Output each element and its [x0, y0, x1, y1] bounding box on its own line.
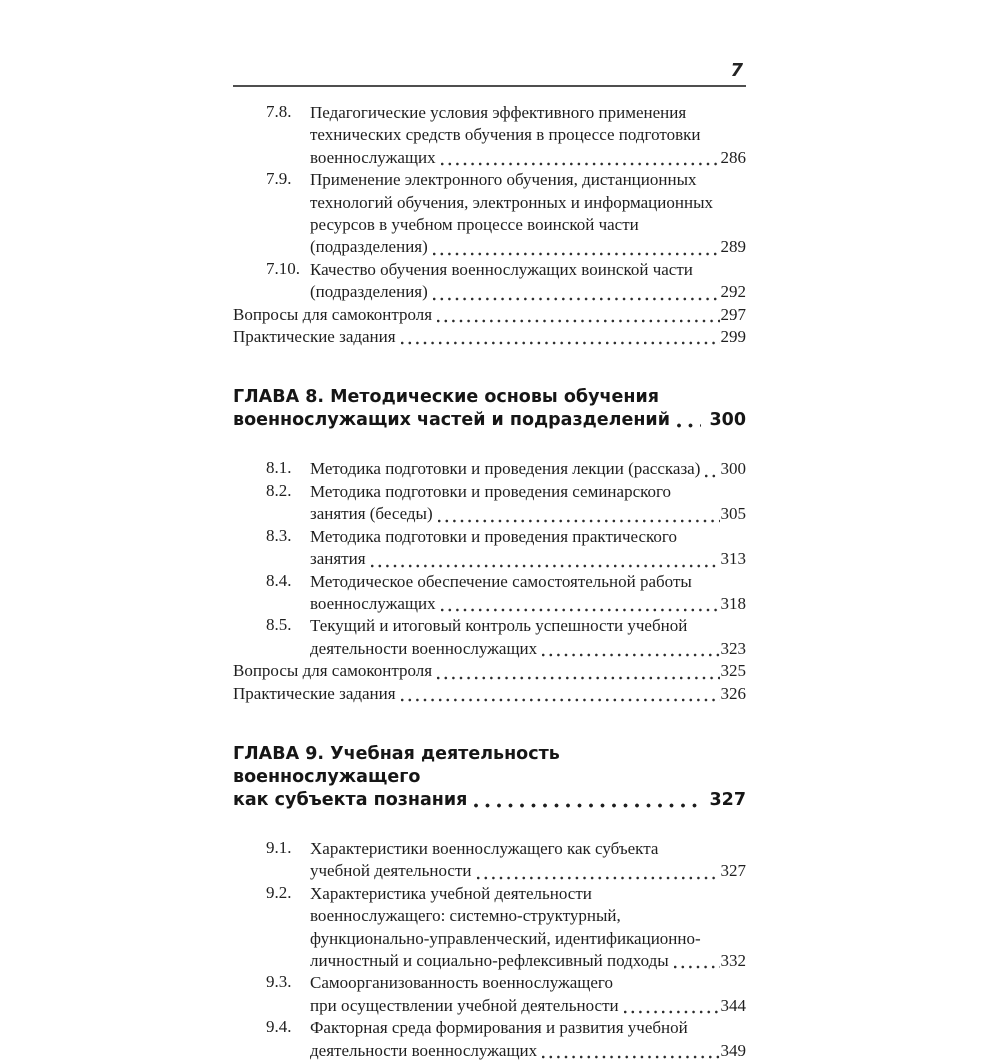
- entry-text: Применение электронного обучения, дистанционных: [310, 170, 697, 190]
- entry-number: 7.9.: [266, 169, 292, 189]
- entry-number: 9.2.: [266, 882, 292, 902]
- page-ref: 300: [720, 459, 746, 479]
- entry-text: Методика подготовки и проведения семинарского: [310, 481, 672, 501]
- entry-line: [310, 883, 746, 905]
- page-number: 7: [730, 60, 743, 81]
- page-header: [233, 60, 746, 87]
- entry-line: [233, 386, 746, 409]
- entry-number: 8.1.: [266, 458, 292, 478]
- entry-number: 8.3.: [266, 525, 292, 545]
- dot-leader: [700, 458, 720, 480]
- entry-text: деятельности военнослужащих: [310, 1040, 538, 1060]
- entry-lines: [233, 683, 746, 705]
- entry-line: [233, 789, 746, 812]
- page-ref: 332: [720, 950, 746, 970]
- entry-text: (подразделения): [310, 237, 428, 257]
- page-ref: 299: [720, 327, 746, 347]
- page-ref: 344: [720, 995, 746, 1015]
- entry-lines: [310, 1017, 746, 1062]
- dot-leader: [619, 995, 721, 1017]
- entry-lines: [233, 743, 746, 812]
- entry-number: 8.5.: [266, 615, 292, 635]
- entry-text: технических средств обучения в процессе подготовки: [310, 125, 701, 145]
- entry-lines: [310, 102, 746, 169]
- page-ref: 325: [720, 661, 746, 681]
- toc-aux-entry: [233, 326, 746, 348]
- page-ref: 286: [720, 147, 746, 167]
- entry-lines: [310, 259, 746, 304]
- dot-leader: [432, 304, 720, 326]
- entry-lines: [310, 883, 746, 973]
- dot-leader: [436, 147, 721, 169]
- entry-text: военнослужащего: системно-структурный,: [310, 906, 621, 926]
- dot-leader: [537, 1040, 720, 1062]
- entry-number: 9.3.: [266, 972, 292, 992]
- toc-aux-entry: [233, 683, 746, 705]
- entry-text: технологий обучения, электронных и информационных: [310, 192, 713, 212]
- entry-lines: [310, 972, 746, 1017]
- entry-text: военнослужащих частей и подразделений: [233, 410, 670, 431]
- entry-line: [310, 860, 746, 882]
- entry-line: [233, 743, 746, 789]
- toc: [233, 87, 746, 1062]
- page-ref: 300: [709, 410, 746, 431]
- toc-entry: [233, 1017, 746, 1062]
- entry-text: функционально-управленческий, идентификационно-: [310, 928, 701, 948]
- toc-entry: [233, 838, 746, 883]
- entry-line: [310, 481, 746, 503]
- dot-leader: [428, 281, 721, 303]
- toc-entry: [233, 571, 746, 616]
- entry-line: [310, 905, 746, 927]
- page-ref: 326: [720, 683, 746, 703]
- entry-line: [310, 972, 746, 994]
- entry-number: 9.1.: [266, 837, 292, 857]
- entry-number: 9.4.: [266, 1017, 292, 1037]
- entry-text: деятельности военнослужащих: [310, 638, 538, 658]
- toc-aux-entry: [233, 660, 746, 682]
- toc-entry: [233, 259, 746, 304]
- entry-line: [310, 950, 746, 972]
- dot-leader: [433, 503, 721, 525]
- entry-line: [310, 214, 746, 236]
- entry-text: учебной деятельности: [310, 861, 472, 881]
- entry-text: занятия: [310, 549, 366, 569]
- toc-chapter-heading: [233, 386, 746, 432]
- entry-number: 8.4.: [266, 570, 292, 590]
- entry-line: [233, 660, 746, 682]
- entry-line: [310, 102, 746, 124]
- entry-line: [310, 281, 746, 303]
- entry-text: (подразделения): [310, 282, 428, 302]
- toc-entry: [233, 481, 746, 526]
- entry-text: Практические задания: [233, 683, 396, 703]
- entry-text: военнослужащих: [310, 147, 436, 167]
- entry-line: [310, 147, 746, 169]
- entry-text: при осуществлении учебной деятельности: [310, 995, 619, 1015]
- entry-text: занятия (беседы): [310, 504, 433, 524]
- entry-text: Характеристика учебной деятельности: [310, 883, 592, 903]
- entry-text: Педагогические условия эффективного применения: [310, 103, 687, 122]
- dot-leader: [467, 789, 705, 812]
- toc-aux-entry: [233, 304, 746, 326]
- entry-line: [310, 638, 746, 660]
- toc-entry: [233, 615, 746, 660]
- entry-line: [310, 593, 746, 615]
- page-ref: 318: [720, 593, 746, 613]
- toc-entry: [233, 972, 746, 1017]
- entry-lines: [310, 571, 746, 616]
- entry-lines: [310, 169, 746, 259]
- entry-line: [310, 526, 746, 548]
- entry-line: [310, 548, 746, 570]
- entry-text: личностный и социально-рефлексивный подходы: [310, 950, 669, 970]
- entry-lines: [233, 660, 746, 682]
- dot-leader: [432, 660, 720, 682]
- entry-line: [233, 304, 746, 326]
- dot-leader: [472, 860, 721, 882]
- entry-line: [310, 169, 746, 191]
- entry-text: ГЛАВА 8. Методические основы обучения: [233, 387, 659, 408]
- page-ref: 305: [720, 504, 746, 524]
- page-ref: 297: [720, 304, 746, 324]
- entry-line: [310, 1040, 746, 1062]
- entry-text: Факторная среда формирования и развития учебной: [310, 1018, 688, 1038]
- entry-text: ГЛАВА 9. Учебная деятельность военнослужащего: [233, 743, 560, 787]
- entry-line: [310, 259, 746, 281]
- dot-leader: [670, 409, 706, 432]
- entry-line: [310, 503, 746, 525]
- entry-text: Вопросы для самоконтроля: [233, 304, 433, 324]
- entry-text: Методическое обеспечение самостоятельной работы: [310, 571, 692, 591]
- entry-number: 7.8.: [266, 102, 292, 121]
- toc-entry: [233, 526, 746, 571]
- dot-leader: [436, 593, 721, 615]
- dot-leader: [366, 548, 721, 570]
- entry-lines: [310, 615, 746, 660]
- entry-line: [233, 409, 746, 432]
- entry-line: [310, 458, 746, 480]
- page-ref: 327: [720, 861, 746, 881]
- entry-text: ресурсов в учебном процессе воинской части: [310, 215, 639, 235]
- entry-text: Методика подготовки и проведения лекции (рассказа): [310, 459, 701, 479]
- entry-text: как субъекта познания: [233, 789, 468, 810]
- entry-text: Характеристики военнослужащего как субъекта: [310, 838, 659, 858]
- entry-line: [310, 124, 746, 146]
- page-ref: 327: [709, 789, 746, 810]
- entry-line: [233, 326, 746, 348]
- entry-line: [310, 192, 746, 214]
- entry-lines: [310, 526, 746, 571]
- entry-text: Самоорганизованность военнослужащего: [310, 973, 613, 993]
- toc-entry: [233, 883, 746, 973]
- page-content: [233, 60, 746, 1062]
- entry-text: Вопросы для самоконтроля: [233, 661, 433, 681]
- entry-line: [310, 615, 746, 637]
- toc-entry: [233, 458, 746, 480]
- dot-leader: [428, 236, 721, 258]
- entry-text: Методика подготовки и проведения практического: [310, 526, 677, 546]
- page-ref: 292: [720, 282, 746, 302]
- entry-line: [310, 1017, 746, 1039]
- entry-lines: [233, 304, 746, 326]
- entry-text: военнослужащих: [310, 593, 436, 613]
- entry-line: [233, 683, 746, 705]
- entry-number: 7.10.: [266, 258, 300, 278]
- page-ref: 323: [720, 638, 746, 658]
- entry-line: [310, 838, 746, 860]
- entry-number: 8.2.: [266, 480, 292, 500]
- entry-text: Текущий и итоговый контроль успешности учебной: [310, 616, 688, 636]
- dot-leader: [537, 638, 720, 660]
- dot-leader: [669, 950, 721, 972]
- dot-leader: [396, 683, 721, 705]
- toc-entry: [233, 169, 746, 259]
- toc-chapter-heading: [233, 743, 746, 812]
- entry-lines: [310, 481, 746, 526]
- page-ref: 313: [720, 549, 746, 569]
- page-ref: 289: [720, 237, 746, 257]
- entry-line: [310, 995, 746, 1017]
- entry-text: Практические задания: [233, 327, 396, 347]
- entry-lines: [233, 386, 746, 432]
- entry-line: [310, 928, 746, 950]
- entry-line: [310, 236, 746, 258]
- entry-lines: [310, 838, 746, 883]
- entry-text: Качество обучения военнослужащих воинской части: [310, 259, 693, 279]
- page-ref: 349: [720, 1040, 746, 1060]
- entry-lines: [310, 458, 746, 480]
- entry-line: [310, 571, 746, 593]
- entry-lines: [233, 326, 746, 348]
- dot-leader: [396, 326, 721, 348]
- toc-entry: [233, 102, 746, 169]
